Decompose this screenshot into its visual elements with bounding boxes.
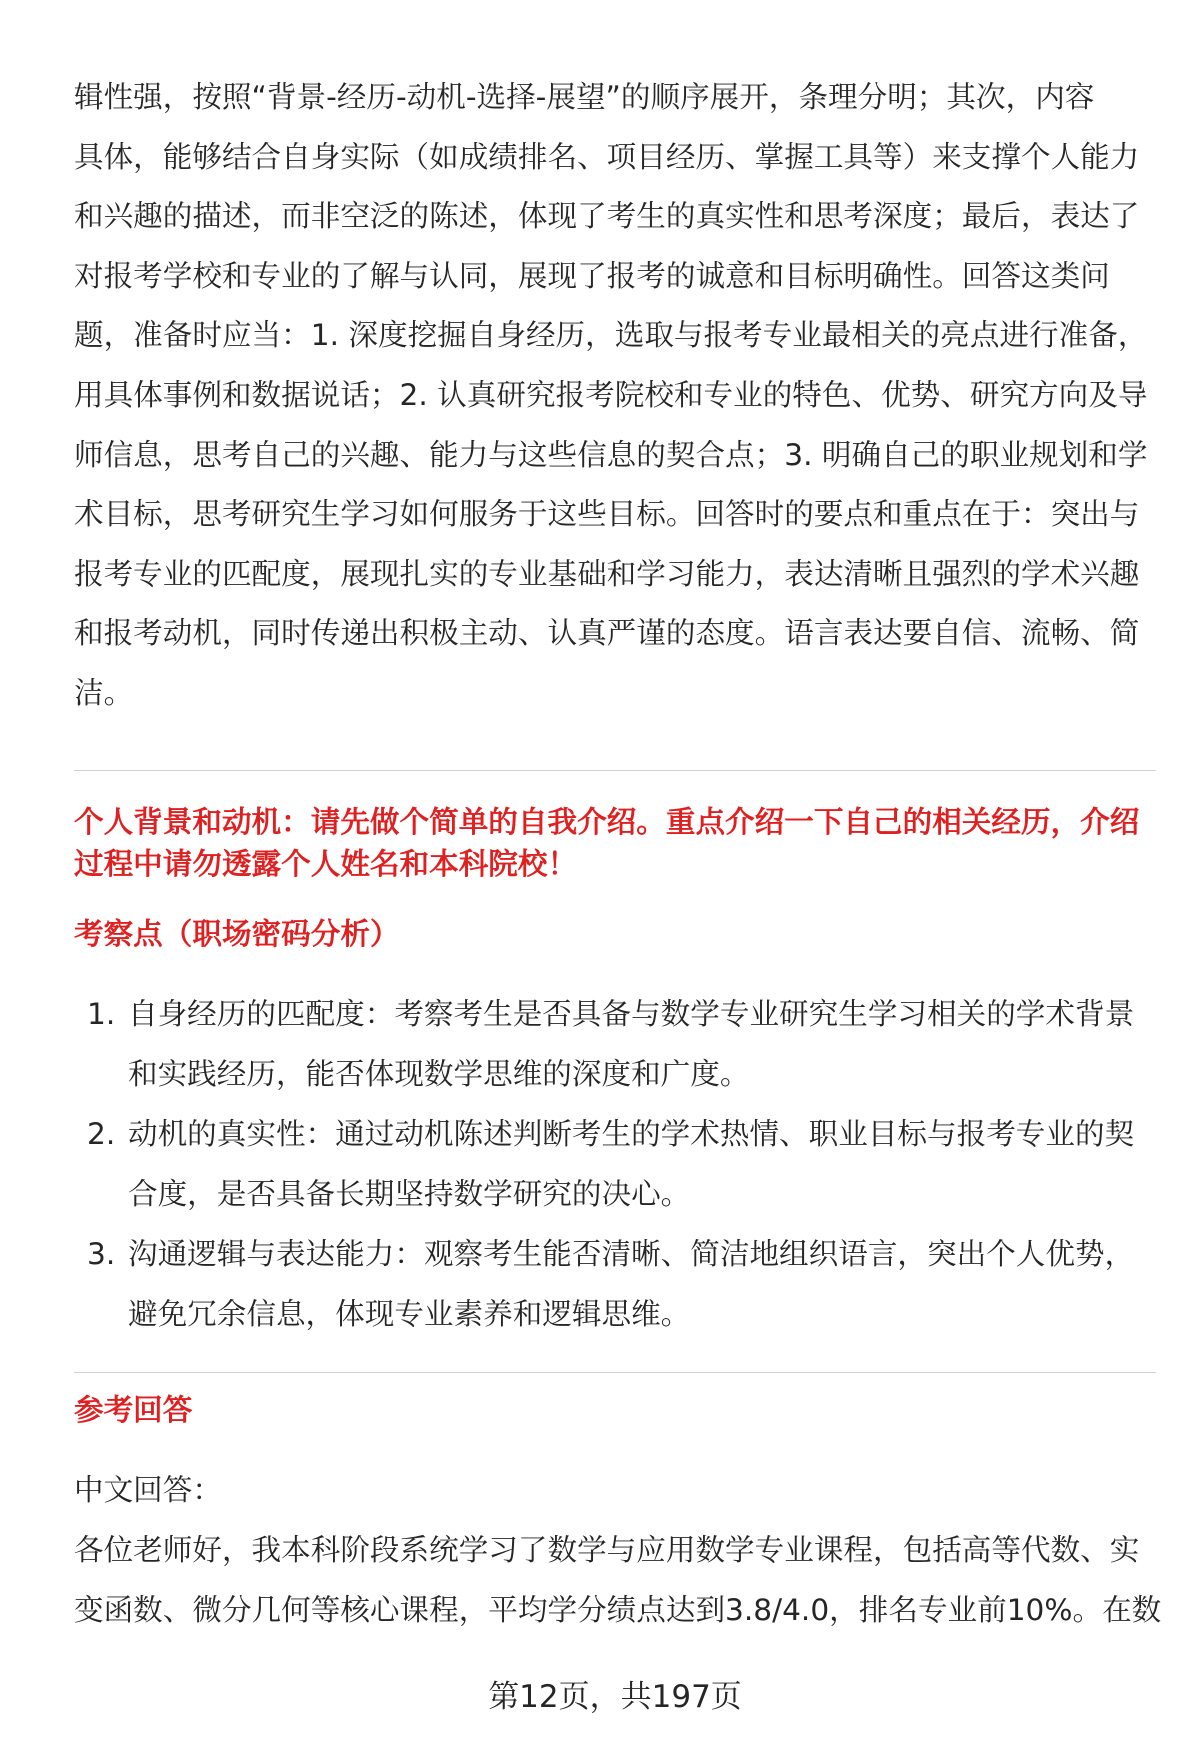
- paragraph-line: 题，准备时应当：1. 深度挖掘自身经历，选取与报考专业最相关的亮点进行准备，: [74, 318, 1148, 353]
- list-item-line: 沟通逻辑与表达能力：观察考生能否清晰、简洁地组织语言，突出个人优势，: [128, 1237, 1135, 1271]
- list-item-number: 1.: [87, 997, 116, 1031]
- question-heading: [74, 802, 1156, 885]
- assessment-heading: [74, 914, 1156, 956]
- answer-line: 变函数、微分几何等核心课程，平均学分绩点达到3.8/4.0，排名专业前10%。在数: [74, 1593, 1162, 1627]
- reference-heading: [74, 1390, 1156, 1432]
- paragraph-line: 辑性强，按照“背景-经历-动机-选择-展望”的顺序展开，条理分明；其次，内容: [74, 80, 1095, 114]
- list-item-number: 2.: [87, 1117, 116, 1151]
- paragraph-line: 和报考动机，同时传递出积极主动、认真严谨的态度。语言表达要自信、流畅、简: [74, 616, 1140, 651]
- reference-heading-text: 参考回答: [74, 1393, 193, 1427]
- list-item: [74, 984, 1156, 1104]
- question-heading-line: 个人背景和动机：请先做个简单的自我介绍。重点介绍一下自己的相关经历，介绍: [74, 805, 1140, 839]
- question-heading-line: 过程中请勿透露个人姓名和本科院校！: [74, 846, 578, 881]
- paragraph-line: 具体，能够结合自身实际（如成绩排名、项目经历、掌握工具等）来支撑个人能力: [74, 139, 1140, 174]
- paragraph-line: 师信息，思考自己的兴趣、能力与这些信息的契合点；3. 明确自己的职业规划和学: [74, 437, 1148, 472]
- list-item-line: 避免冗余信息，体现专业素养和逻辑思维。: [128, 1297, 691, 1331]
- paragraph-line: 用具体事例和数据说话；2. 认真研究报考院校和专业的特色、优势、研究方向及导: [74, 377, 1148, 412]
- answer-paragraph: [74, 1460, 1162, 1640]
- answer-language-label: 中文回答：: [74, 1473, 222, 1507]
- list-item-line: 合度，是否具备长期坚持数学研究的决心。: [128, 1177, 691, 1211]
- paragraph-line: 和兴趣的描述，而非空泛的陈述，体现了考生的真实性和思考深度；最后，表达了: [74, 199, 1140, 234]
- paragraph-line: 报考专业的匹配度，展现扎实的专业基础和学习能力，表达清晰且强烈的学术兴趣: [74, 556, 1140, 591]
- section-divider: [74, 1372, 1156, 1373]
- list-item-number: 3.: [87, 1237, 116, 1271]
- list-item: [74, 1104, 1156, 1224]
- assessment-heading-text: 考察点（职场密码分析）: [74, 917, 400, 951]
- page-number: 第12页，共197页: [488, 1679, 742, 1715]
- list-item-line: 自身经历的匹配度：考察考生是否具备与数学专业研究生学习相关的学术背景: [128, 997, 1135, 1031]
- list-item-line: 动机的真实性：通过动机陈述判断考生的学术热情、职业目标与报考专业的契: [128, 1117, 1135, 1151]
- list-item: [74, 1224, 1156, 1344]
- intro-paragraph: [74, 68, 1156, 724]
- answer-line: 各位老师好，我本科阶段系统学习了数学与应用数学专业课程，包括高等代数、实: [74, 1533, 1140, 1567]
- paragraph-line: 对报考学校和专业的了解与认同，展现了报考的诚意和目标明确性。回答这类问: [74, 258, 1110, 293]
- paragraph-line: 洁。: [74, 675, 134, 710]
- section-divider: [74, 770, 1156, 771]
- paragraph-line: 术目标，思考研究生学习如何服务于这些目标。回答时的要点和重点在于：突出与: [74, 497, 1140, 532]
- list-item-line: 和实践经历，能否体现数学思维的深度和广度。: [128, 1057, 750, 1091]
- assessment-list: [74, 984, 1156, 1344]
